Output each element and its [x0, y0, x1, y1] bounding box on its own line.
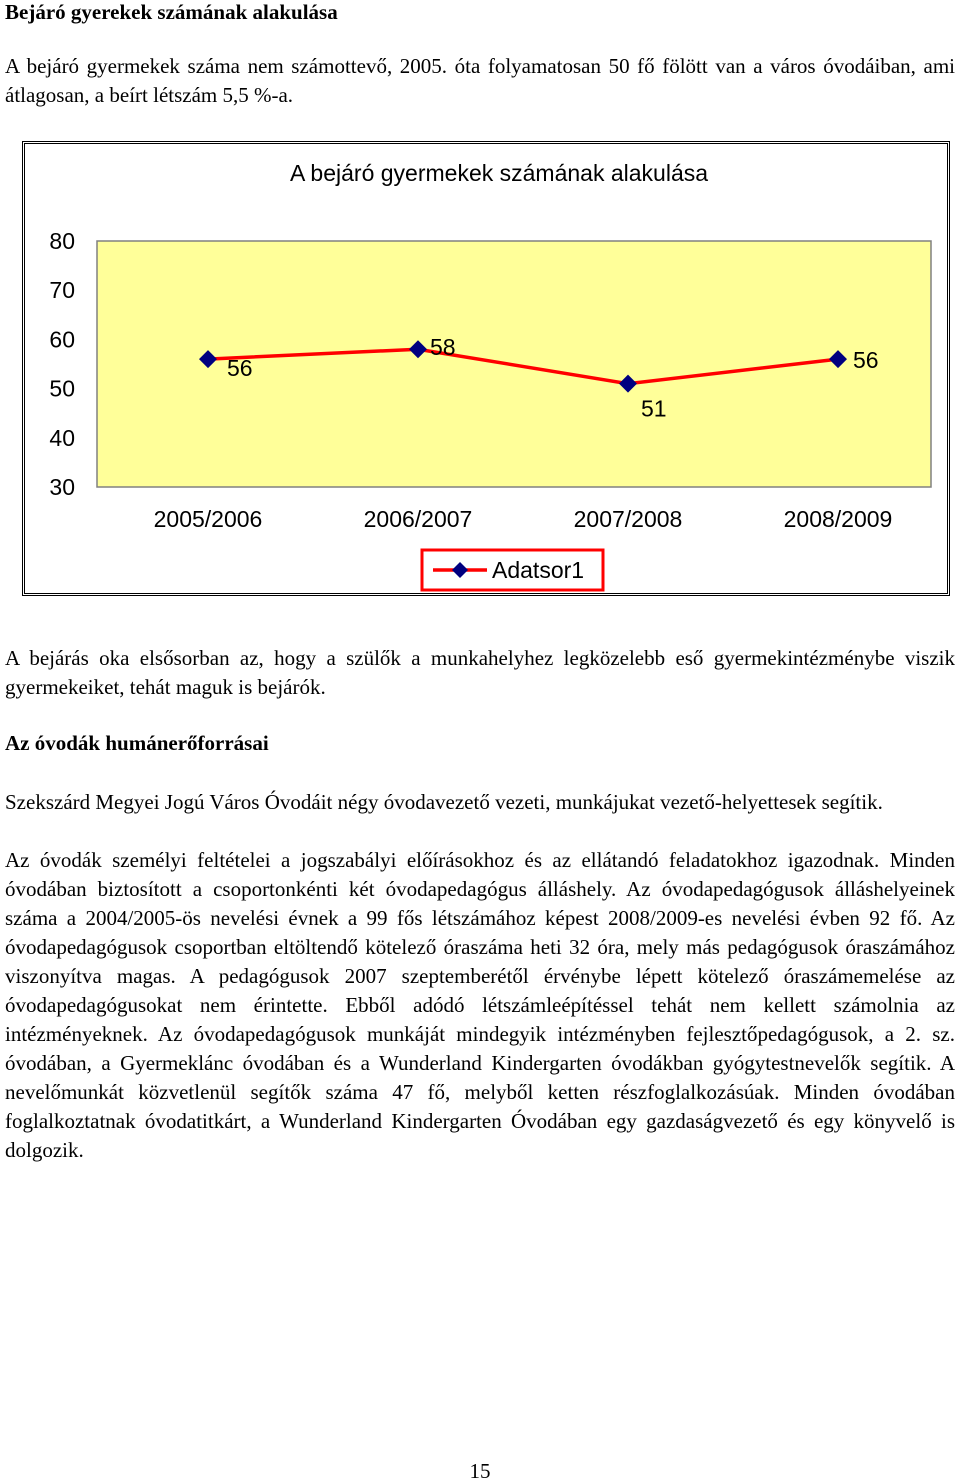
- y-axis: [49, 228, 75, 500]
- y-tick-label: 50: [49, 375, 75, 402]
- section-heading-human-resources: Az óvodák humánerőforrásai: [5, 731, 269, 755]
- paragraph-staffing: Az óvodák személyi feltételei a jogszabályi előírásokhoz és az ellátandó feladatokhoz igazodnak. Minden óvodában biztosított a csoportonkénti két óvodapedagógus álláshely. Az óvodapedagógusok álláshelyeinek száma a 2004/2005-ös nevelési évnek a 99 fős létszámához képest 2008/2009-es nevelési évben 92 fő. Az óvodapedagógusok csoportban eltöltendő kötelező óraszáma heti 32 óra, mely más pedagógusok óraszámához viszonyítva magas. A pedagógusok 2007 szeptemberétől érvénybe lépett kötelező óraszámemelése az óvodapedagógusokat nem érintette. Ebből adódó létszámleépítéssel tehát nem kellett számolnia az intézményeknek. Az óvodapedagógusok munkáját mindegyik intézményben fejlesztőpedagógusok, a 2. sz. óvodában, a Gyermeklánc óvodában és a Wunderland Kindergarten óvodákban gyógytestnevelők segítik. A nevelőmunkát közvetlenül segítők száma 47 fő, melyből ketten részfoglalkozásúak. Minden óvodában foglalkoztatnak óvodatitkárt, a Wunderland Kindergarten Óvodában egy gazdaságvezető és egy könyvelő is dolgozik.: [5, 848, 955, 1162]
- y-tick-label: 70: [49, 277, 75, 304]
- paragraph-commuting-intro: A bejáró gyermekek száma nem számottevő, 2005. óta folyamatosan 50 fő fölött van a város óvodáiban, ami átlagosan, a beírt létszám 5,5 %-a.: [5, 54, 955, 107]
- data-label: 51: [641, 395, 667, 422]
- x-tick-label: 2007/2008: [573, 506, 683, 532]
- y-tick-label: 30: [49, 474, 75, 500]
- legend: [422, 550, 603, 590]
- x-tick-label: 2005/2006: [153, 506, 263, 532]
- data-label: 58: [430, 334, 456, 361]
- section-heading-commuting: Bejáró gyerekek számának alakulása: [5, 0, 338, 24]
- legend-label: Adatsor1: [492, 557, 585, 583]
- paragraph-leadership: Szekszárd Megyei Jogú Város Óvodáit négy óvodavezető vezeti, munkájukat vezető-helyettesek segítik.: [5, 790, 883, 814]
- y-tick-label: 40: [49, 424, 75, 451]
- y-tick-label: 60: [49, 326, 75, 353]
- paragraph-commuting-reason: A bejárás oka elsősorban az, hogy a szülők a munkahelyhez legközelebb eső gyermekintézménybe viszik gyermekeiket, tehát maguk is bejárók.: [5, 646, 955, 699]
- y-tick-label: 80: [49, 228, 75, 254]
- chart-title: A bejáró gyermekek számának alakulása: [289, 160, 709, 186]
- page-number: 15: [469, 1459, 491, 1483]
- data-label: 56: [227, 355, 253, 382]
- x-tick-label: 2008/2009: [783, 506, 893, 532]
- x-tick-label: 2006/2007: [363, 506, 473, 532]
- line-chart: [25, 144, 947, 593]
- data-label: 56: [853, 347, 879, 374]
- chart-frame: [22, 141, 950, 596]
- x-axis: [154, 506, 893, 532]
